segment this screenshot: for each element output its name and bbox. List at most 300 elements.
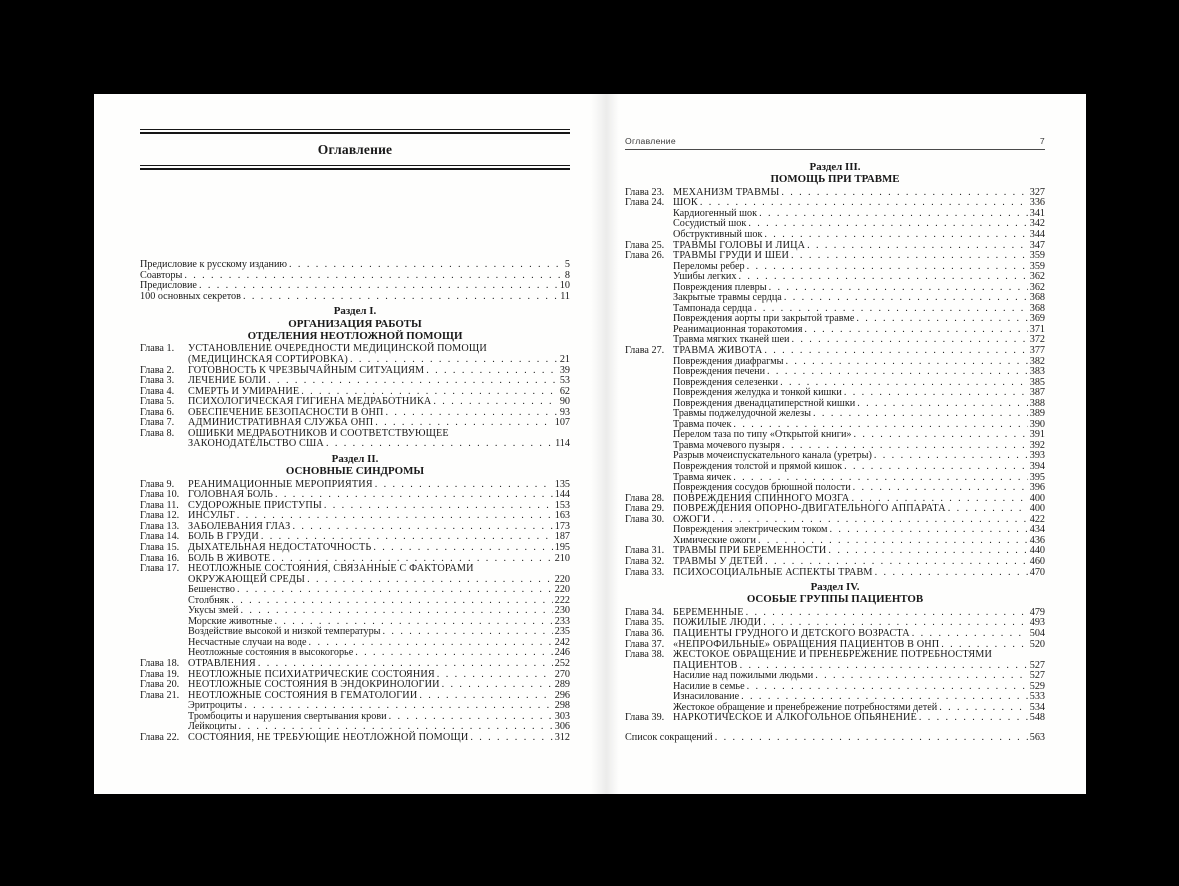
dot-leader	[229, 596, 552, 607]
entry-title: НЕОТЛОЖНЫЕ СОСТОЯНИЯ В ГЕМАТОЛОГИИ	[188, 689, 418, 701]
entry-page-number: 220	[554, 584, 570, 596]
section-heading-line: ОТДЕЛЕНИЯ НЕОТЛОЖНОЙ ПОМОЩИ	[247, 330, 463, 342]
entry-title: Предисловие	[140, 280, 197, 292]
entry-page-number: 563	[1029, 731, 1045, 743]
entry-title: Тромбоциты и нарушения свертывания крови	[188, 710, 387, 722]
chapter-label: Глава 15.	[140, 541, 180, 553]
entry-title: НЕОТЛОЖНЫЕ СОСТОЯНИЯ В ЭНДОКРИНОЛОГИИ	[188, 679, 440, 691]
entry-page-number: 270	[554, 668, 570, 680]
dot-leader	[757, 209, 1028, 220]
entry-title: Разрыв мочеиспускательного канала (уретры)	[673, 450, 872, 462]
entry-page-number: 242	[554, 636, 570, 648]
entry-title: ГОТОВНОСТЬ К ЧРЕЗВЫЧАЙНЫМ СИТУАЦИЯМ	[188, 364, 425, 376]
dot-leader	[917, 713, 1028, 724]
entry-title: ПОВРЕЖДЕНИЯ ОПОРНО-ДВИГАТЕЛЬНОГО АППАРАТА	[673, 503, 946, 515]
dot-leader	[851, 483, 1028, 494]
entry-title: ИНСУЛЬТ	[188, 510, 235, 522]
entry-title: Соавторы	[140, 269, 183, 281]
dot-leader	[789, 251, 1028, 262]
dot-leader	[813, 671, 1027, 682]
dot-leader	[789, 335, 1027, 346]
entry-page-number: 62	[559, 385, 570, 397]
entry-page-number: 5	[564, 259, 570, 270]
toc-entry	[625, 346, 1045, 357]
dot-leader	[910, 629, 1028, 640]
entry-title: Повреждения печени	[673, 366, 766, 378]
running-head-page-number: 7	[1039, 136, 1045, 146]
entry-page-number: 440	[1029, 545, 1045, 557]
dot-leader	[322, 501, 553, 512]
chapter-label: Глава 14.	[140, 531, 180, 543]
dot-leader	[371, 543, 552, 554]
entry-title: Травма мягких тканей шеи	[673, 334, 790, 346]
entry-title: Травмы поджелудочной железы	[673, 408, 812, 420]
entry-page-number: 246	[554, 647, 570, 659]
entry-page-number: 327	[1029, 186, 1045, 198]
entry-page-number: 548	[1029, 712, 1045, 724]
page-gutter-shadow	[591, 94, 619, 794]
dot-leader	[826, 546, 1027, 557]
chapter-label: Глава 31.	[625, 545, 665, 557]
entry-title: Травма мочевого пузыря	[673, 439, 781, 451]
entry-title: Повреждения желудка и тонкой кишки	[673, 387, 842, 399]
entry-page-number: 10	[559, 280, 570, 292]
entry-page-number: 383	[1029, 366, 1045, 378]
dot-leader	[235, 585, 553, 596]
entry-title: ШОК	[673, 197, 698, 209]
entry-title: Повреждения диафрагмы	[673, 355, 784, 367]
entry-page-number: 114	[555, 438, 570, 450]
entry-title: ОКРУЖАЮЩЕЙ СРЕДЫ	[188, 573, 306, 585]
entry-title: ЗАБОЛЕВАНИЯ ГЛАЗ	[188, 520, 291, 532]
chapter-label: Глава 21.	[140, 689, 180, 701]
entry-page-number: 534	[1029, 701, 1045, 713]
chapter-label: Глава 25.	[625, 239, 665, 251]
entry-title: ПАЦИЕНТЫ ГРУДНОГО И ДЕТСКОГО ВОЗРАСТА	[673, 627, 910, 639]
toc-entry	[140, 260, 570, 271]
dot-leader	[305, 575, 553, 586]
entry-page-number: 39	[559, 364, 570, 376]
entry-title: ДЫХАТЕЛЬНАЯ НЕДОСТАТОЧНОСТЬ	[188, 541, 372, 553]
toc-entry	[140, 543, 570, 554]
entry-title: Химические ожоги	[673, 534, 756, 546]
chapter-label: Глава 11.	[140, 499, 179, 511]
entry-page-number: 390	[1029, 418, 1045, 430]
dot-leader	[256, 659, 553, 670]
dot-leader	[383, 408, 557, 419]
entry-title: Перелом таза по типу «Открытой книги»	[673, 429, 852, 441]
entry-page-number: 347	[1029, 239, 1045, 251]
entry-page-number: 385	[1029, 376, 1045, 388]
entry-title: ТРАВМЫ У ДЕТЕЙ	[673, 555, 764, 567]
entry-title: НАРКОТИЧЕСКОЕ И АЛКОГОЛЬНОЕ ОПЬЯНЕНИЕ	[673, 712, 917, 724]
entry-title: Травма почек	[673, 418, 732, 430]
entry-page-number: 369	[1029, 313, 1045, 325]
entry-title: ОТРАВЛЕНИЯ	[188, 657, 256, 669]
entry-page-number: 394	[1029, 461, 1045, 473]
entry-page-number: 389	[1029, 408, 1045, 420]
entry-page-number: 527	[1029, 670, 1045, 682]
dot-leader	[762, 230, 1027, 241]
entry-page-number: 368	[1029, 302, 1045, 314]
dot-leader	[802, 325, 1027, 336]
dot-leader	[713, 733, 1028, 744]
entry-title: Ушибы легких	[673, 271, 737, 283]
dot-leader	[348, 355, 558, 366]
toc-entry	[140, 439, 570, 450]
header-rule-top	[140, 129, 570, 134]
entry-page-number: 479	[1029, 606, 1045, 618]
entry-title: УСТАНОВЛЕНИЕ ОЧЕРЕДНОСТИ МЕДИЦИНСКОЙ ПОМОЩИ	[188, 343, 487, 355]
entry-title: БОЛЬ В ЖИВОТЕ	[188, 552, 271, 564]
toc-entry	[625, 462, 1045, 473]
dot-leader	[745, 682, 1028, 693]
dot-leader	[811, 409, 1028, 420]
dot-leader	[779, 188, 1027, 199]
section-heading-line: Раздел IV.	[810, 581, 860, 594]
toc-list-right	[625, 161, 1045, 743]
entry-page-number: 371	[1029, 323, 1045, 335]
entry-title: Список сокращений	[625, 731, 713, 743]
entry-title: Насилие над пожилыми людьми	[673, 670, 814, 682]
entry-title: Предисловие к русскому изданию	[140, 259, 288, 270]
dot-leader	[417, 691, 552, 702]
dot-leader	[381, 627, 553, 638]
entry-page-number: 233	[554, 615, 570, 627]
entry-title: ТРАВМЫ ПРИ БЕРЕМЕННОСТИ	[673, 545, 827, 557]
dot-leader	[182, 271, 563, 282]
toc-entry	[140, 271, 570, 282]
entry-page-number: 527	[1029, 659, 1045, 671]
entry-title: Несчастные случаи на воде	[188, 636, 307, 648]
entry-page-number: 400	[1029, 503, 1045, 515]
dot-leader	[805, 241, 1028, 252]
entry-page-number: 11	[560, 290, 570, 302]
dot-leader	[736, 272, 1027, 283]
entry-page-number: 230	[554, 605, 570, 617]
dot-leader	[744, 608, 1028, 619]
toc-entry	[140, 292, 570, 303]
toc-list-left	[140, 260, 570, 743]
chapter-label: Глава 28.	[625, 492, 665, 504]
entry-page-number: 306	[554, 721, 570, 733]
toc-entry	[625, 713, 1045, 724]
dot-leader	[852, 430, 1028, 441]
entry-title: СОСТОЯНИЯ, НЕ ТРЕБУЮЩИЕ НЕОТЛОЖНОЙ ПОМОЩИ	[188, 731, 469, 743]
chapter-label: Глава 26.	[625, 250, 665, 262]
entry-page-number: 434	[1029, 524, 1045, 536]
dot-leader	[855, 399, 1028, 410]
toc-entry	[140, 355, 570, 366]
left-page	[140, 94, 570, 743]
dot-leader	[767, 283, 1028, 294]
entry-title: Сосудистый шок	[673, 218, 747, 230]
chapter-label: Глава 17.	[140, 563, 180, 575]
chapter-label: Глава 27.	[625, 345, 665, 357]
section-heading-line: ОСОБЫЕ ГРУППЫ ПАЦИЕНТОВ	[746, 593, 924, 606]
chapter-label: Глава 2.	[140, 364, 175, 376]
entry-page-number: 135	[554, 478, 570, 490]
dot-leader	[468, 733, 552, 744]
entry-title: ОБЕСПЕЧЕНИЕ БЕЗОПАСНОСТИ В ОНП	[188, 406, 384, 418]
entry-title: (МЕДИЦИНСКАЯ СОРТИРОВКА)	[188, 353, 348, 365]
entry-title: Столбняк	[188, 594, 230, 606]
section-heading-line: Раздел II.	[331, 452, 379, 465]
entry-page-number: 93	[559, 406, 570, 418]
chapter-label: Глава 22.	[140, 731, 180, 743]
section-heading-line: ПОМОЩЬ ПРИ ТРАВМЕ	[770, 173, 900, 186]
entry-title: ТРАВМЫ ГРУДИ И ШЕИ	[673, 250, 790, 262]
entry-page-number: 359	[1029, 260, 1045, 272]
entry-page-number: 312	[554, 731, 570, 743]
entry-page-number: 163	[554, 510, 570, 522]
entry-title: ГОЛОВНАЯ БОЛЬ	[188, 489, 273, 501]
entry-title: ОЖОГИ	[673, 513, 711, 525]
section-heading	[625, 581, 1045, 606]
entry-title: Реанимационная торакотомия	[673, 323, 803, 335]
toc-entry	[625, 733, 1045, 744]
chapter-label: Глава 30.	[625, 513, 665, 525]
running-head	[625, 136, 1045, 150]
dot-leader	[872, 451, 1028, 462]
chapter-label: Глава 7.	[140, 417, 175, 429]
entry-page-number: 210	[554, 552, 570, 564]
chapter-label: Глава 39.	[625, 712, 665, 724]
chapter-label: Глава 32.	[625, 555, 665, 567]
dot-leader	[266, 376, 558, 387]
entry-title: Укусы змей	[188, 605, 239, 617]
entry-page-number: 187	[554, 531, 570, 543]
entry-title: ПОВРЕЖДЕНИЯ СПИННОГО МОЗГА	[673, 492, 850, 504]
entry-page-number: 504	[1029, 627, 1045, 639]
page-spread	[94, 94, 1086, 794]
dot-leader	[387, 712, 553, 723]
entry-page-number: 392	[1029, 439, 1045, 451]
entry-page-number: 220	[554, 573, 570, 585]
chapter-label: Глава 33.	[625, 566, 665, 578]
chapter-label: Глава 24.	[625, 197, 665, 209]
entry-page-number: 144	[554, 489, 570, 501]
entry-page-number: 341	[1029, 207, 1045, 219]
toc-entry	[625, 629, 1045, 640]
entry-title: Переломы ребер	[673, 260, 745, 272]
entry-title: Повреждения толстой и прямой кишок	[673, 461, 843, 473]
dot-leader	[373, 480, 553, 491]
entry-title: ПСИХОЛОГИЧЕСКАЯ ГИГИЕНА МЕДРАБОТНИКА	[188, 396, 432, 408]
entry-page-number: 303	[554, 710, 570, 722]
entry-page-number: 372	[1029, 334, 1045, 346]
section-heading	[625, 161, 1045, 186]
entry-title: Закрытые травмы сердца	[673, 292, 782, 304]
entry-page-number: 298	[554, 700, 570, 712]
dot-leader	[937, 703, 1028, 714]
dot-leader	[431, 397, 557, 408]
entry-page-number: 368	[1029, 292, 1045, 304]
dot-leader	[873, 568, 1028, 579]
dot-leader	[782, 293, 1028, 304]
entry-title: МЕХАНИЗМ ТРАВМЫ	[673, 186, 780, 198]
toc-entry	[140, 733, 570, 744]
section-heading	[140, 305, 570, 342]
entry-page-number: 362	[1029, 281, 1045, 293]
entry-page-number: 493	[1029, 617, 1045, 629]
dot-leader	[290, 522, 552, 533]
header-rule-bottom	[140, 165, 570, 170]
toc-entry	[140, 376, 570, 387]
entry-page-number: 382	[1029, 355, 1045, 367]
dot-leader	[763, 557, 1028, 568]
entry-title: АДМИНИСТРАТИВНАЯ СЛУЖБА ОНП	[188, 417, 374, 429]
dot-leader	[353, 648, 552, 659]
entry-title: Лейкоциты	[188, 721, 237, 733]
section-heading-line: ОСНОВНЫЕ СИНДРОМЫ	[285, 465, 425, 478]
entry-page-number: 359	[1029, 250, 1045, 262]
chapter-label: Глава 3.	[140, 375, 175, 387]
dot-leader	[241, 292, 558, 303]
entry-page-number: 460	[1029, 555, 1045, 567]
chapter-label: Глава 1.	[140, 343, 175, 355]
dot-leader	[946, 504, 1028, 515]
entry-page-number: 344	[1029, 229, 1045, 240]
entry-title: ПАЦИЕНТОВ	[673, 659, 738, 671]
chapter-label: Глава 29.	[625, 503, 665, 515]
entry-page-number: 470	[1029, 566, 1045, 578]
chapter-label: Глава 5.	[140, 396, 175, 408]
chapter-label: Глава 37.	[625, 638, 665, 650]
entry-page-number: 336	[1029, 197, 1045, 209]
entry-title: НЕОТЛОЖНЫЕ ПСИХИАТРИЧЕСКИЕ СОСТОЯНИЯ	[188, 668, 435, 680]
entry-title: Морские животные	[188, 615, 273, 627]
entry-page-number: 391	[1029, 429, 1045, 441]
chapter-label: Глава 6.	[140, 406, 175, 418]
toc-entry	[625, 557, 1045, 568]
dot-leader	[828, 525, 1028, 536]
entry-title: Повреждения сосудов брюшной полости	[673, 482, 851, 494]
entry-title: РЕАНИМАЦИОННЫЕ МЕРОПРИЯТИЯ	[188, 478, 373, 490]
entry-title: Повреждения двенадцатиперстной кишки	[673, 397, 856, 409]
entry-title: Тампонада сердца	[673, 302, 752, 314]
section-heading-line: ОРГАНИЗАЦИЯ РАБОТЫ	[288, 317, 422, 330]
entry-title: Обструктивный шок	[673, 229, 763, 240]
dot-leader	[842, 462, 1028, 473]
entry-page-number: 387	[1029, 387, 1045, 399]
dot-leader	[287, 260, 563, 271]
entry-page-number: 377	[1029, 345, 1045, 357]
section-heading-line: Раздел I.	[333, 305, 377, 318]
entry-title: Травма яичек	[673, 471, 732, 483]
entry-page-number: 395	[1029, 471, 1045, 483]
entry-title: Воздействие высокой и низкой температуры	[188, 626, 381, 638]
entry-title: 100 основных секретов	[140, 290, 241, 302]
entry-title: ЛЕЧЕНИЕ БОЛИ	[188, 375, 267, 387]
entry-title: ЗАКОНОДАТЕЛЬСТВО США	[188, 438, 324, 450]
entry-page-number: 21	[559, 353, 570, 365]
entry-page-number: 153	[554, 499, 570, 511]
dot-leader	[197, 281, 558, 292]
entry-title: ПСИХОСОЦИАЛЬНЫЕ АСПЕКТЫ ТРАВМ	[673, 566, 873, 578]
page-title: Оглавление	[317, 142, 393, 157]
chapter-label: Глава 19.	[140, 668, 180, 680]
dot-leader	[854, 314, 1027, 325]
entry-page-number: 393	[1029, 450, 1045, 462]
entry-page-number: 107	[554, 417, 570, 429]
entry-page-number: 8	[564, 269, 570, 281]
chapter-label: Глава 35.	[625, 617, 665, 629]
entry-title: Бешенство	[188, 584, 235, 596]
entry-title: Эритроциты	[188, 700, 243, 712]
dot-leader	[783, 357, 1027, 368]
entry-title: ТРАВМЫ ГОЛОВЫ И ЛИЦА	[673, 239, 806, 251]
entry-page-number: 362	[1029, 271, 1045, 283]
entry-title: Изнасилование	[673, 691, 740, 703]
chapter-label: Глава 34.	[625, 606, 665, 618]
chapter-label: Глава 12.	[140, 510, 180, 522]
toc-entry	[625, 650, 1045, 661]
toc-entry	[625, 568, 1045, 579]
entry-title: ЖЕСТОКОЕ ОБРАЩЕНИЕ И ПРЕНЕБРЕЖЕНИЕ ПОТРЕБНОСТЯМИ	[673, 649, 993, 661]
chapter-label: Глава 8.	[140, 427, 175, 439]
entry-title: СМЕРТЬ И УМИРАНИЕ	[188, 385, 300, 397]
entry-title: ОШИБКИ МЕДРАБОТНИКОВ И СООТВЕТСТВУЮЩЕЕ	[188, 427, 449, 439]
entry-title: СУДОРОЖНЫЕ ПРИСТУПЫ	[188, 499, 322, 511]
entry-page-number: 90	[559, 396, 570, 408]
entry-page-number: 195	[554, 541, 570, 553]
dot-leader	[238, 606, 552, 617]
entry-title: Кардиогенный шок	[673, 207, 758, 219]
entry-title: Неотложные состояния в высокогорье	[188, 647, 354, 659]
dot-leader	[842, 388, 1028, 399]
chapter-label: Глава 18.	[140, 657, 180, 669]
dot-leader	[424, 366, 558, 377]
entry-page-number: 53	[559, 375, 570, 387]
chapter-label: Глава 13.	[140, 520, 180, 532]
entry-title: НЕОТЛОЖНЫЕ СОСТОЯНИЯ, СВЯЗАННЫЕ С ФАКТОРАМИ	[188, 563, 474, 575]
entry-page-number: 422	[1029, 513, 1045, 525]
entry-title: Жестокое обращение и пренебрежение потребностями детей	[673, 701, 938, 713]
dot-leader	[746, 219, 1027, 230]
entry-page-number: 400	[1029, 492, 1045, 504]
section-heading-line: Раздел III.	[809, 161, 861, 173]
chapter-label: Глава 38.	[625, 649, 665, 661]
chapter-label: Глава 20.	[140, 679, 180, 691]
entry-title: Повреждения селезенки	[673, 376, 779, 388]
right-page	[625, 94, 1045, 743]
entry-title: «НЕПРОФИЛЬНЫЕ» ОБРАЩЕНИЯ ПАЦИЕНТОВ В ОНП	[673, 638, 940, 650]
entry-page-number: 520	[1029, 638, 1045, 650]
entry-page-number: 173	[554, 520, 570, 532]
dot-leader	[762, 346, 1027, 357]
chapter-label: Глава 10.	[140, 489, 180, 501]
entry-title: БОЛЬ В ГРУДИ	[188, 531, 259, 543]
entry-page-number: 396	[1029, 482, 1045, 494]
entry-page-number: 533	[1029, 691, 1045, 703]
entry-title: ПОЖИЛЫЕ ЛЮДИ	[673, 617, 762, 629]
entry-title: Повреждения плевры	[673, 281, 767, 293]
section-heading	[140, 453, 570, 478]
chapter-label: Глава 23.	[625, 186, 665, 198]
entry-page-number: 342	[1029, 218, 1045, 230]
entry-page-number: 529	[1029, 680, 1045, 692]
chapter-label: Глава 16.	[140, 552, 180, 564]
entry-page-number: 252	[554, 657, 570, 669]
running-head-title: Оглавление	[625, 136, 676, 146]
dot-leader	[435, 670, 553, 681]
entry-page-number: 235	[554, 626, 570, 638]
dot-leader	[745, 262, 1028, 273]
entry-title: ТРАВМА ЖИВОТА	[673, 345, 763, 357]
entry-page-number: 289	[554, 679, 570, 691]
toc-entry	[625, 230, 1045, 241]
